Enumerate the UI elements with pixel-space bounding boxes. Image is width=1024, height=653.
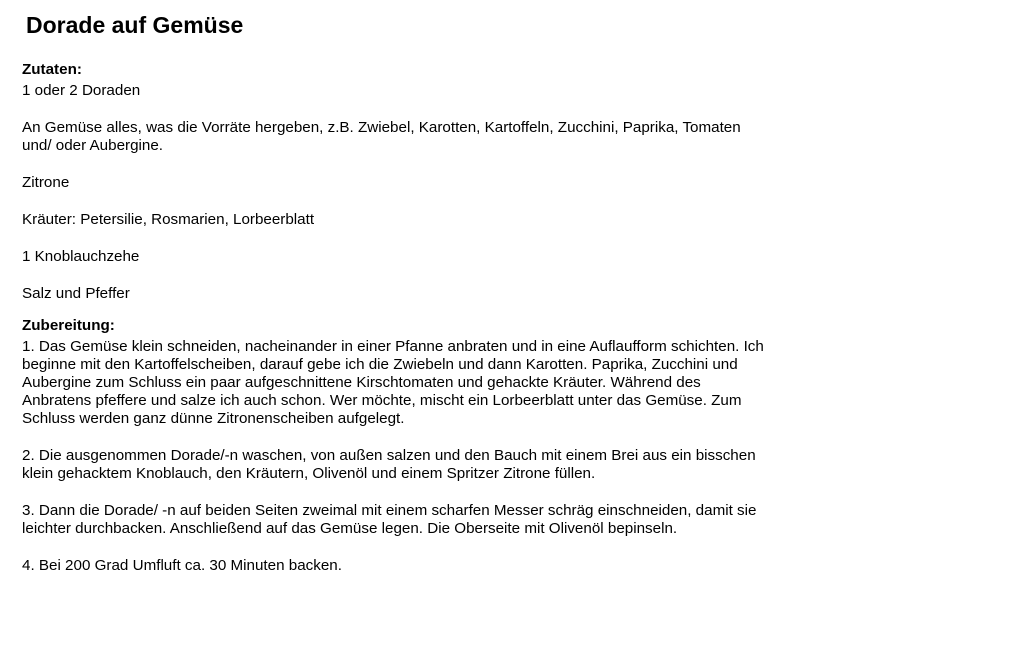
ingredient-item: 1 Knoblauchzehe: [22, 248, 140, 265]
preparation-step: 1. Das Gemüse klein schneiden, nacheinander in einer Pfanne anbraten und in eine Auflaufform schichten. Ich beginne mit den Kartoffelscheiben, darauf gebe ich die Zwiebeln und dann Karotten. Paprika, Zucchini und Aubergine zum Schluss ein paar aufgeschnittene Kirschtomaten und gehackte Kräuter. Während des Anbratens pfeffere und salze ich auch schon. Wer möchte, mischt ein Lorbeerblatt unter das Gemüse. Zum Schluss werden ganz dünne Zitronenscheiben aufgelegt.: [22, 338, 764, 427]
ingredient-item: Salz und Pfeffer: [22, 285, 130, 302]
ingredients-heading: Zutaten:: [22, 61, 82, 78]
ingredient-item: Zitrone: [22, 174, 70, 191]
preparation-step: 4. Bei 200 Grad Umfluft ca. 30 Minuten backen.: [22, 557, 342, 574]
preparation-step: 2. Die ausgenommen Dorade/-n waschen, von außen salzen und den Bauch mit einem Brei aus ein bisschen klein gehacktem Knoblauch, den Kräutern, Olivenöl und einem Spritzer Zitrone füllen.: [22, 447, 756, 482]
preparation-step: 3. Dann die Dorade/ -n auf beiden Seiten zweimal mit einem scharfen Messer schräg einschneiden, damit sie leichter durchbacken. Anschließend auf das Gemüse legen. Die Oberseite mit Olivenöl bepinseln.: [22, 502, 757, 537]
preparation-heading: Zubereitung:: [22, 317, 115, 334]
ingredient-item: Kräuter: Petersilie, Rosmarien, Lorbeerblatt: [22, 211, 315, 228]
recipe-title: Dorade auf Gemüse: [26, 12, 244, 38]
recipe-content: [22, 61, 767, 575]
ingredient-item: 1 oder 2 Doraden: [22, 82, 141, 99]
ingredient-item: An Gemüse alles, was die Vorräte hergeben, z.B. Zwiebel, Karotten, Kartoffeln, Zucchini, Paprika, Tomaten und/ oder Aubergine.: [22, 119, 741, 154]
